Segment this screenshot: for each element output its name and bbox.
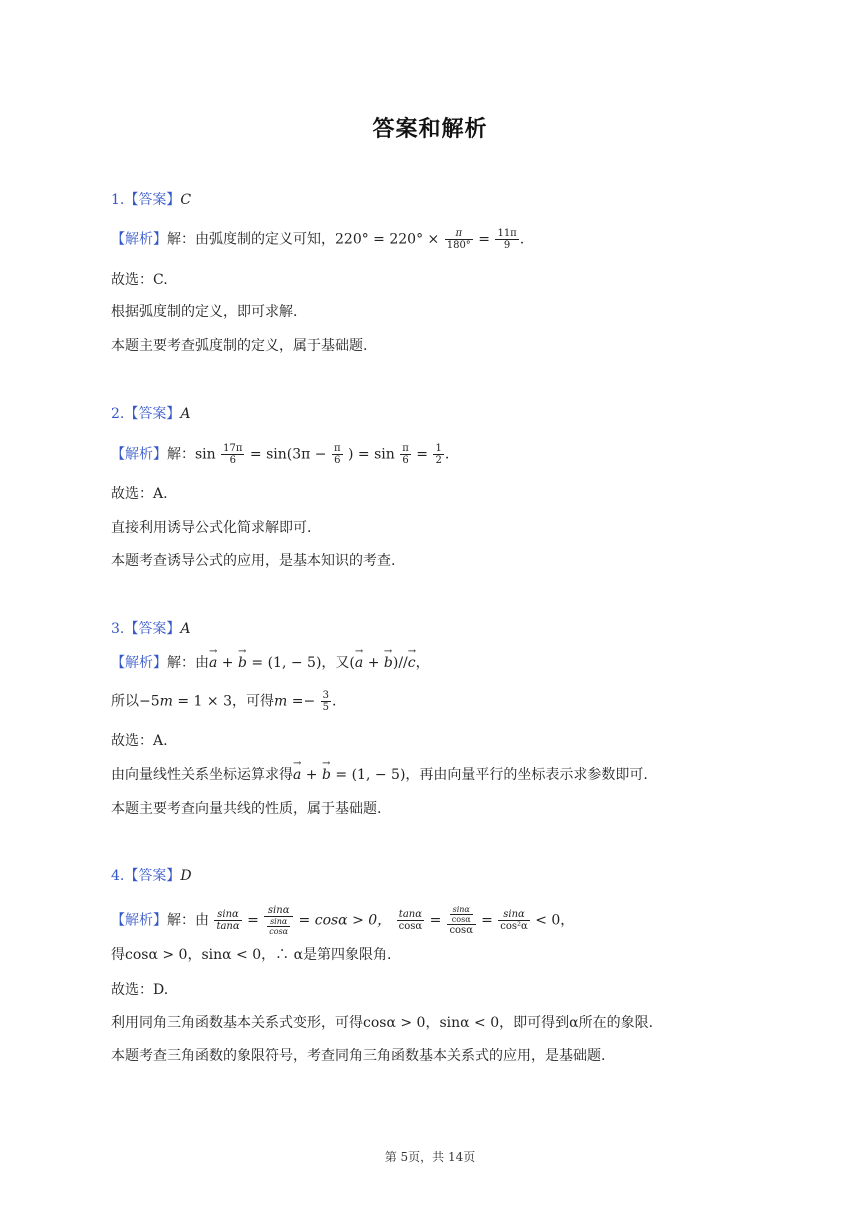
q2-choice: 故选：A.: [111, 486, 168, 502]
q2-frac4-num: 1: [435, 443, 442, 454]
q3-m-2: m: [274, 693, 288, 710]
q4-answer-line: [111, 866, 192, 886]
q3-line2-end: .: [332, 693, 337, 710]
q3-analysis-tag: 【解析】: [111, 655, 167, 671]
q3-frac-num: 3: [322, 690, 330, 701]
q3-note-plus: +: [301, 767, 322, 783]
q3-vector-a: → a: [209, 653, 217, 673]
q4-f3-den: cosα: [398, 921, 423, 932]
q4-f4-nested-den: cosα: [451, 915, 471, 924]
q2-frac1-num: 17π: [223, 443, 243, 454]
q1-fraction-1: [445, 228, 473, 251]
q2-number: 2.: [111, 406, 125, 422]
q4-f2-den: [264, 917, 293, 936]
q3-vector-c: → c: [408, 653, 416, 673]
q2-note-2: 本题考查诱导公式的应用，是基本知识的考查.: [111, 553, 396, 569]
q3-m-1: m: [159, 693, 173, 710]
q2-solution-prefix: 解：: [167, 446, 195, 463]
q4-f4-nested-num: sinα: [450, 905, 473, 915]
q4-f1-num: sinα: [214, 909, 241, 921]
q3-end-1: ，: [415, 655, 430, 671]
q4-nested-den: cosα: [269, 927, 289, 936]
q1-frac1-num: π: [445, 228, 473, 240]
q3-note-vector-a: → a: [293, 765, 301, 785]
q1-frac1-den: 180°: [446, 240, 471, 251]
q3-solution-prefix: 解：由: [167, 655, 209, 671]
q3-note1-b: = (1, − 5)，再由向量平行的坐标表示求参数即可.: [330, 767, 648, 783]
q3-analysis-line: [111, 653, 430, 673]
q4-answer-tag: 【答案】: [124, 868, 181, 884]
q1-solution-prefix: 解：由弧度制的定义可知，: [167, 231, 335, 248]
q2-fraction-4: [433, 443, 443, 466]
q4-fraction-4: [447, 905, 476, 936]
q3-answer: A: [180, 621, 191, 637]
q3-fraction: [321, 690, 331, 713]
q4-f1-den: tanα: [216, 921, 240, 932]
q2-end: .: [444, 446, 450, 463]
q3-eq-1: = (1, − 5)，又(: [246, 655, 355, 671]
q2-note-1: 直接利用诱导公式化简求解即可.: [111, 520, 312, 536]
q2-mid-1: = sin(3π −: [249, 446, 327, 463]
q4-fraction-1: [214, 909, 241, 932]
q4-line-2: 得cosα > 0，sinα < 0，∴ α是第四象限角.: [111, 947, 392, 963]
q4-note-1: 利用同角三角函数基本关系式变形，可得cosα > 0，sinα < 0，即可得到α所在的象限.: [111, 1015, 654, 1031]
q4-fraction-2: [264, 905, 293, 936]
q1-fraction-2: [495, 228, 518, 251]
q4-f5-den: cos²α: [500, 921, 528, 932]
q1-eq-mid: =: [478, 231, 490, 248]
page-title: 答案和解析: [372, 117, 488, 142]
q1-choice: 故选：C.: [111, 272, 168, 288]
q3-answer-tag: 【答案】: [124, 621, 181, 637]
q3-number: 3.: [111, 621, 125, 637]
q3-parallel: )//: [392, 655, 408, 671]
q2-mid-2: ) = sin: [348, 446, 395, 463]
q4-f5-num: sinα: [498, 909, 530, 921]
q1-number: 1.: [111, 192, 125, 208]
page-footer: 第 5页，共 14页: [384, 1150, 476, 1164]
q3-answer-line: [111, 619, 190, 639]
q2-analysis-tag: 【解析】: [111, 446, 167, 463]
q2-answer-line: [111, 404, 190, 424]
q3-choice: 故选：A.: [111, 733, 168, 749]
q4-number: 4.: [111, 868, 125, 884]
q2-mid-3: =: [416, 446, 428, 463]
q4-eq-part1: = cosα > 0，: [298, 912, 392, 929]
q2-frac3-num: π: [402, 443, 409, 454]
q3-vector-a-2: → a: [355, 653, 363, 673]
q2-frac3-den: 6: [402, 455, 409, 466]
q3-line-2: [111, 690, 336, 713]
q2-fraction-3: [400, 443, 411, 466]
q4-note-2: 本题考查三角函数的象限符号，考查同角三角函数基本关系式的应用，是基础题.: [111, 1048, 606, 1064]
q2-fraction-1: [221, 443, 244, 466]
q4-fraction-5: [498, 909, 530, 932]
q1-note-1: 根据弧度制的定义，即可求解.: [111, 304, 298, 320]
q3-line2-prefix: 所以−5: [111, 693, 160, 710]
q2-fraction-2: [332, 443, 343, 466]
q4-nested-fraction: [267, 917, 290, 936]
q2-frac4-den: 2: [435, 455, 442, 466]
q2-answer-tag: 【答案】: [124, 406, 181, 422]
q4-solution-prefix: 解：由: [167, 912, 209, 929]
q1-note-2: 本题主要考查弧度制的定义，属于基础题.: [111, 338, 368, 354]
q4-f4-num: [447, 905, 476, 925]
q4-answer: D: [180, 868, 192, 884]
q2-sin-1: sin: [195, 446, 216, 463]
q4-f2-num: sinα: [264, 905, 293, 917]
q2-answer: A: [180, 406, 191, 422]
q2-analysis-line: [111, 443, 449, 466]
q2-frac1-den: 6: [229, 455, 236, 466]
q4-f3-num: tanα: [397, 909, 425, 921]
q4-f4-den: cosα: [449, 925, 473, 936]
q1-eq-left: 220° = 220° ×: [335, 231, 440, 248]
q4-nested-num: sinα: [267, 917, 290, 927]
q3-note-2: 本题主要考查向量共线的性质，属于基础题.: [111, 801, 382, 817]
q3-line2-eq: =−: [287, 693, 316, 710]
q3-note1-a: 由向量线性关系坐标运算求得: [111, 767, 293, 783]
q3-line2-mid: = 1 × 3，可得: [172, 693, 274, 710]
q3-plus: +: [217, 655, 238, 671]
q1-frac2-den: 9: [503, 240, 511, 251]
q2-frac2-den: 6: [334, 455, 341, 466]
q4-lt-zero: < 0，: [530, 912, 575, 929]
q1-eq-end: .: [519, 231, 525, 248]
q3-frac-den: 5: [322, 702, 330, 713]
q1-answer-tag: 【答案】: [124, 192, 181, 208]
q4-f4-nested: [450, 905, 473, 924]
q1-answer: C: [180, 192, 192, 208]
q4-analysis-tag: 【解析】: [111, 912, 167, 929]
q4-fraction-3: [397, 909, 425, 932]
q3-vector-b: → b: [238, 653, 247, 673]
q4-choice: 故选：D.: [111, 982, 169, 998]
q1-answer-line: [111, 190, 191, 210]
q3-note-1: [111, 765, 648, 785]
q2-frac2-num: π: [333, 443, 341, 454]
q3-vector-b-2: → b: [384, 653, 393, 673]
q1-analysis-tag: 【解析】: [111, 231, 167, 248]
q4-analysis-line: 【解析】解：由 $\frac{\sin\alpha}{\tan\alpha}$ = $\frac{\sin\alpha}{\frac{\sin\alpha}{\cos\alpha}}$ = cosα > 0， $\frac{\tan\alpha}{\cos\alpha}$ = $\frac{\frac{\sin\alpha}{\cos\alpha}}{\cos\alpha}$ = $\frac{\sin\alpha}{\text{cos²α}}$ < 0，: [111, 905, 575, 936]
q3-plus-2: +: [363, 655, 384, 671]
q1-frac2-num: 11π: [497, 228, 517, 239]
q1-analysis-line: [111, 228, 524, 251]
q3-note-vector-b: → b: [322, 765, 331, 785]
